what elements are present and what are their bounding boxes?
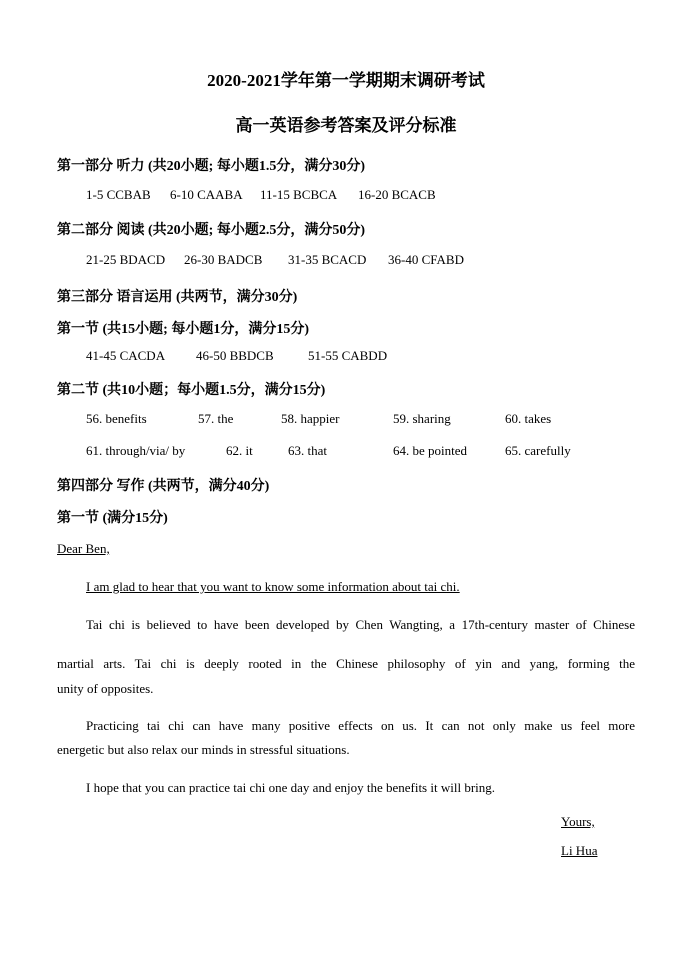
letter-para1-line2: martial arts. Tai chi is deeply rooted in the Chinese philosophy of yin and yang, forming the [57,656,635,671]
letter-signature: Li Hua [561,843,598,858]
exam-title: 2020-2021学年第一学期期末调研考试 [207,71,485,90]
part3-section2-heading: 第二节 (共10小题；每小题1.5分，满分15分) [57,383,326,398]
part4-section1-heading: 第一节 (满分15分) [57,511,168,526]
answer-group: 46-50 BBDCB [196,348,274,363]
answer-group: 41-45 CACDA [86,348,166,363]
answer-group: 26-30 BADCB [184,252,263,267]
answer-group: 1-5 CCBAB [86,187,151,202]
answer-item: 56. benefits [86,411,147,426]
letter-para1-line1: Tai chi is believed to have been developed by Chen Wangting, a 17th-century master of Chinese [86,617,635,632]
answer-item: 62. it [226,443,253,458]
letter-intro: I am glad to hear that you want to know some information about tai chi. [86,579,460,594]
letter-greeting: Dear Ben, [57,541,110,556]
answer-group: 36-40 CFABD [388,252,464,267]
answer-group: 16-20 BCACB [358,187,436,202]
answer-item: 58. happier [281,411,340,426]
answer-item: 59. sharing [393,411,451,426]
answer-group: 11-15 BCBCA [260,187,338,202]
letter-para2-line2: energetic but also relax our minds in stressful situations. [57,742,350,757]
part1-heading: 第一部分 听力 (共20小题; 每小题1.5分，满分30分) [57,159,365,174]
answer-group: 6-10 CAABA [170,187,243,202]
letter-closing: Yours, [561,814,595,829]
answer-group: 51-55 CABDD [308,348,388,363]
answer-group: 31-35 BCACD [288,252,367,267]
answer-item: 61. through/via/ by [86,443,186,458]
answer-item: 64. be pointed [393,443,468,458]
answer-item: 63. that [288,443,327,458]
answer-item: 60. takes [505,411,552,426]
part3-heading: 第三部分 语言运用 (共两节，满分30分) [57,290,298,305]
part2-heading: 第二部分 阅读 (共20小题; 每小题2.5分，满分50分) [57,223,365,238]
letter-para2-line1: Practicing tai chi can have many positive effects on us. It can not only make us feel more [86,718,635,733]
answer-item: 57. the [198,411,234,426]
letter-para1-line3: unity of opposites. [57,681,154,696]
answer-key-title: 高一英语参考答案及评分标准 [235,116,457,135]
answer-item: 65. carefully [505,443,571,458]
part4-heading: 第四部分 写作 (共两节，满分40分) [57,479,270,494]
letter-para3: I hope that you can practice tai chi one day and enjoy the benefits it will bring. [86,780,496,795]
part3-section1-heading: 第一节 (共15小题; 每小题1分，满分15分) [57,322,309,337]
answer-group: 21-25 BDACD [86,252,166,267]
